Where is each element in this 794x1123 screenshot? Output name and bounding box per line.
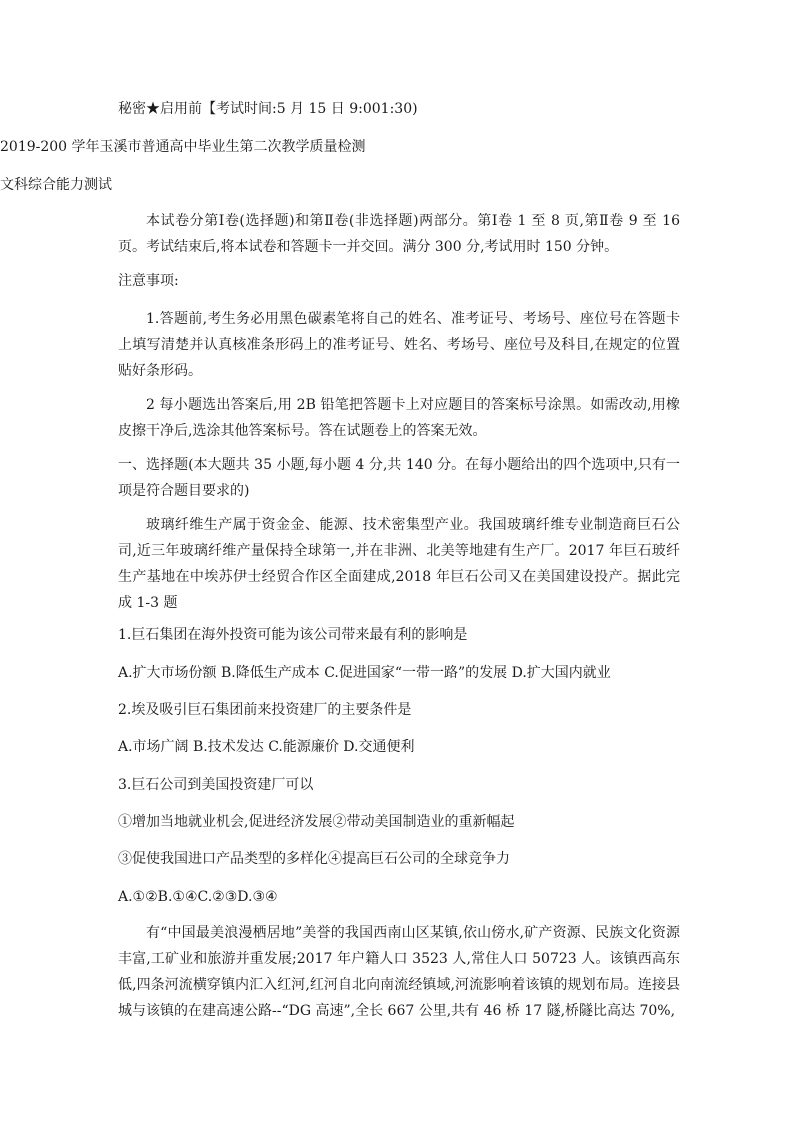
question-1-stem: 1.巨石集团在海外投资可能为该公司带来最有利的影响是: [118, 627, 468, 643]
notes-item-2: 2 每小题选出答案后,用 2B 铅笔把答题卡上对应题目的答案标号涂黑。如需改动,用橡皮擦干净后,选涂其他答案标号。答在试题卷上的答案无效。: [118, 397, 680, 439]
notes-heading: 注意事项:: [118, 273, 179, 289]
question-1-options: A.扩大市场份额 B.降低生产成本 C.促进国家“一带一路”的发展 D.扩大国内就业: [118, 665, 611, 681]
intro-paragraph: 本试卷分第Ⅰ卷(选择题)和第Ⅱ卷(非选择题)两部分。第Ⅰ卷 1 至 8 页,第Ⅱ卷 9 至 16 页。考试结束后,将本试卷和答题卡一并交回。满分 300 分,考试用时 150 分钟。: [118, 213, 680, 255]
question-3-stem: 3.巨石公司到美国投资建厂可以: [118, 777, 314, 793]
question-3-options: A.①②B.①④C.②③D.③④: [118, 889, 278, 905]
question-2-stem: 2.埃及吸引巨石集团前来投资建厂的主要条件是: [118, 702, 412, 718]
passage-2: 有“中国最美浪漫栖居地”美誉的我国西南山区某镇,依山傍水,矿产资源、民族文化资源丰富,工矿业和旅游并重发展;2017 年户籍人口 3523 人,常住人口 50723 人。该镇西高东低,四条河流横穿镇内汇入红河,红河自北向南流经镇域,河流影响着该镇的规划布局。连接县城与该镇的在建高速公路--“DG 高速”,全长 667 公里,共有 46 桥 17 隧,桥隧比高达 70%,: [118, 925, 680, 1019]
section-1-heading: 一、选择题(本大题共 35 小题,每小题 4 分,共 140 分。在每小题给出的四个选项中,只有一项是符合题目要求的): [118, 457, 680, 499]
notes-item-1: 1.答题前,考生务必用黑色碳素笔将自己的姓名、准考证号、考场号、座位号在答题卡上填写清楚并认真核准条形码上的准考证号、姓名、考场号、座位号及科目,在规定的位置贴好条形码。: [118, 311, 680, 379]
confidential-line: 秘密★启用前【考试时间:5 月 15 日 9:001:30): [118, 101, 418, 117]
question-2-options: A.市场广阔 B.技术发达 C.能源廉价 D.交通便利: [118, 739, 415, 755]
question-3-statements-2: ③促使我国进口产品类型的多样化④提高巨石公司的全球竞争力: [118, 851, 510, 867]
subject-title: 文科综合能力测试: [0, 177, 112, 193]
question-3-statements-1: ①增加当地就业机会,促进经济发展②带动美国制造业的重新幅起: [118, 814, 515, 830]
exam-title: 2019-200 学年玉溪市普通高中毕业生第二次教学质量检测: [0, 139, 366, 155]
passage-1: 玻璃纤维生产属于资金金、能源、技术密集型产业。我国玻璃纤维专业制造商巨石公司,近三年玻璃纤维产量保持全球第一,并在非洲、北美等地建有生产厂。2017 年巨石玻纤生产基地在中埃苏伊士经贸合作区全面建成,2018 年巨石公司又在美国建设投产。据此完成 1-3 题: [118, 517, 680, 611]
